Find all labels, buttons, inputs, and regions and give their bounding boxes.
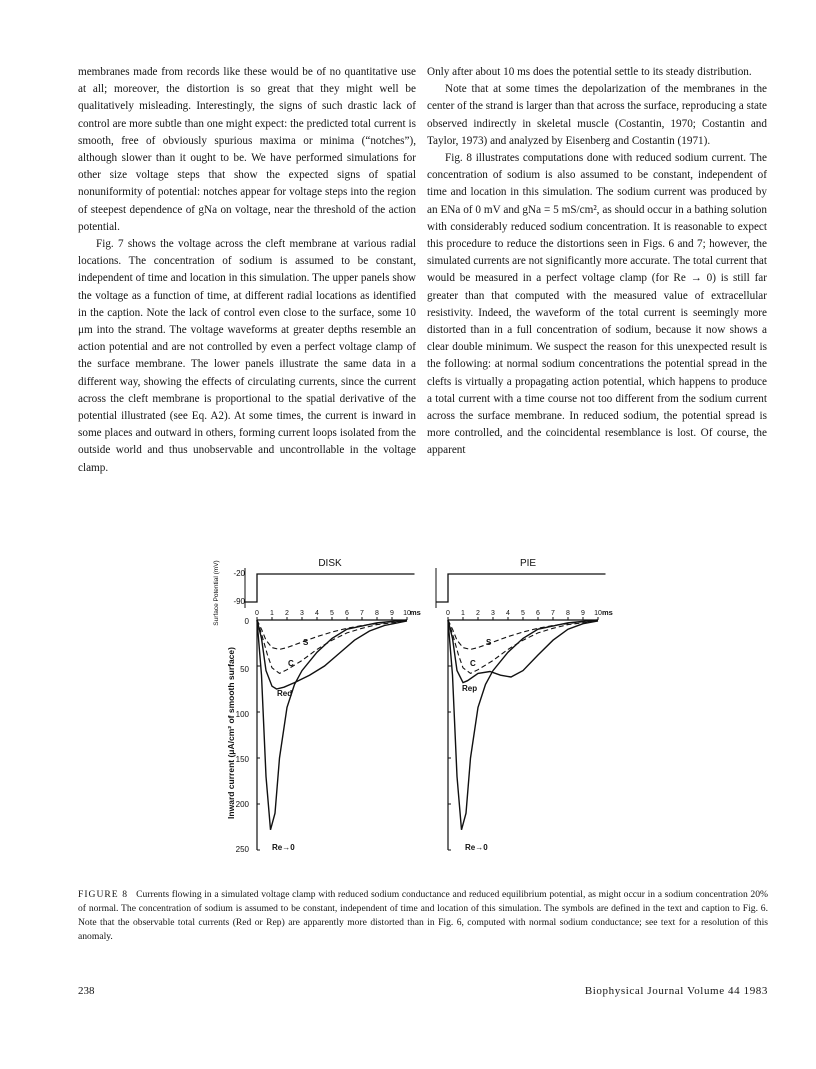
figure-8-chart	[200, 548, 630, 883]
x-unit-label: ms	[410, 608, 421, 617]
x-tick-label: 0	[255, 610, 259, 617]
panel-title-disk: DISK	[318, 558, 342, 569]
series-line-s	[257, 620, 407, 649]
y-tick-label: 50	[240, 665, 249, 674]
y-tick-label: 100	[235, 710, 249, 719]
page-number: 238	[78, 985, 95, 997]
y-tick-label: 250	[235, 845, 249, 854]
x-unit-label: ms	[602, 608, 613, 617]
paragraph: membranes made from records like these would be of no quantitative use at all; moreover, the distortion is so great that they might well be qualitatively misleading. Interestingly, the signs of such drastic lack of control are more subtle than one might expect: the predicted total current is smooth, free of obviously spurious maxima or minima (“notches”), although slower than it ought to be. We have performed simulations for other size voltage steps that show the expected signs of spatial nonuniformity of potential: notches appear for voltage steps into the region of steepest dependence of gNa on voltage, near the threshold of the action potential.	[78, 66, 416, 233]
x-tick-label: 4	[315, 610, 319, 617]
curve-label-c: C	[470, 659, 476, 668]
curve-label-s: S	[486, 638, 492, 647]
top-y-axis-label: Surface Potential (mV)	[213, 560, 220, 626]
curve-label-red: Red	[277, 689, 293, 698]
text-column-right	[427, 64, 767, 460]
series-line-c	[257, 620, 407, 673]
paragraph: Only after about 10 ms does the potential settle to its steady distribution.	[427, 66, 752, 78]
y-axis-label: Inward current (μA/cm² of smooth surface)	[226, 647, 236, 819]
x-tick-label: 0	[446, 610, 450, 617]
x-tick-label: 1	[461, 610, 465, 617]
voltage-step-trace	[436, 574, 606, 602]
paragraph: Fig. 8 illustrates computations done with reduced sodium current. The concentration of sodium is also assumed to be constant, independent of time and location in this simulation. The sodium current was produced by an ENa of 0 mV and gNa = 5 mS/cm², as should occur in a bathing solution with considerably reduced sodium concentration. It is reasonable to expect this procedure to reduce the distortions seen in Figs. 6 and 7; however, the simulated currents are not significantly more accurate. The total current that would be measured in a perfect voltage clamp (for Re → 0) is still far greater than that computed with the measured value of extracellular resistivity. Indeed, the waveform of the total current is seemingly more distorted than in a full concentration of sodium, because it now shows a clear double minimum. We suspect the reason for this unexpected result is the following: at normal sodium concentrations the potential spread in the clefts is virtually a propagating action potential, which happens to produce a total current with a time course not too different from the sodium current across the surface membrane. In reduced sodium, the potential spread is more controlled, and the coincidental resemblance is lost. Of course, the apparent	[427, 152, 767, 457]
figure-8	[200, 548, 630, 883]
x-tick-label: 6	[345, 610, 349, 617]
curve-label-c: C	[288, 659, 294, 668]
text-column-left	[78, 64, 416, 477]
x-tick-label: 3	[300, 610, 304, 617]
x-tick-label: 5	[521, 610, 525, 617]
curve-label-re0: Re→0	[465, 843, 488, 852]
figure-caption-label: FIGURE 8	[78, 889, 129, 900]
x-tick-label: 9	[581, 610, 585, 617]
series-line-re0	[448, 620, 598, 830]
series-line-s	[448, 620, 598, 649]
x-tick-label: 7	[360, 610, 364, 617]
figure-caption-text: Currents flowing in a simulated voltage clamp with reduced sodium conductance and reduced equilibrium potential, as might occur in a sodium concentration 20% of normal. The concentration of sodium is assumed to be constant, independent of time and location of this simulation. The symbols are defined in the text and caption to Fig. 6. Note that the observable total currents (Red or Rep) are apparently more distorted than in Fig. 6, computed with normal sodium conductance; see text for a resolution of this anomaly.	[78, 889, 769, 942]
y-tick-label: 0	[244, 617, 249, 626]
voltage-step-trace	[245, 574, 415, 602]
curve-label-rep: Rep	[462, 684, 478, 693]
x-tick-label: 9	[390, 610, 394, 617]
figure-caption	[78, 888, 768, 944]
x-tick-label: 8	[375, 610, 379, 617]
x-tick-label: 3	[491, 610, 495, 617]
x-tick-label: 10	[594, 610, 602, 617]
y-tick-label: 150	[235, 755, 249, 764]
x-tick-label: 8	[566, 610, 570, 617]
series-line-re0	[257, 620, 407, 830]
series-line-red	[257, 620, 407, 689]
page-footer	[78, 985, 768, 1001]
x-tick-label: 5	[330, 610, 334, 617]
x-tick-label: 2	[476, 610, 480, 617]
paragraph: Fig. 7 shows the voltage across the cleft membrane at various radial locations. The concentration of sodium is assumed to be constant, independent of time and location in this simulation. The upper panels show the voltage as a function of time, at different radial locations as identified in the caption. Note the lack of control even close to the surface, some 10 μm into the strand. The voltage waveforms at greater depths resemble an action potential and are not controlled by even a perfect voltage clamp of the surface membrane. The lower panels illustrate the same data in a different way, showing the effects of circulating currents, since the current across the cleft membrane is proportional to the spatial derivative of the potential illustrated (see Eq. A2). At some times, the current is inward in some places and outward in others, forming current loops isolated from the outside world and thus unobservable and uncontrollable in the voltage clamp.	[78, 238, 416, 474]
top-y-tick-label: -20	[233, 569, 245, 578]
x-tick-label: 7	[551, 610, 555, 617]
x-tick-label: 1	[270, 610, 274, 617]
journal-reference: Biophysical Journal Volume 44 1983	[584, 985, 768, 997]
curve-label-re0: Re→0	[272, 843, 295, 852]
curve-label-s: S	[303, 638, 309, 647]
paragraph: Note that at some times the depolarization of the membranes in the center of the strand is larger than that across the surface, reproducing a state observed indirectly in skeletal muscle (Costantin, 1970; Costantin and Taylor, 1973) and analyzed by Eisenberg and Costantin (1971).	[427, 83, 767, 147]
x-tick-label: 2	[285, 610, 289, 617]
x-tick-label: 6	[536, 610, 540, 617]
x-tick-label: 4	[506, 610, 510, 617]
top-y-tick-label: -90	[233, 597, 245, 606]
y-tick-label: 200	[235, 800, 249, 809]
panel-title-pie: PIE	[519, 558, 537, 569]
x-tick-label: 10	[403, 610, 411, 617]
